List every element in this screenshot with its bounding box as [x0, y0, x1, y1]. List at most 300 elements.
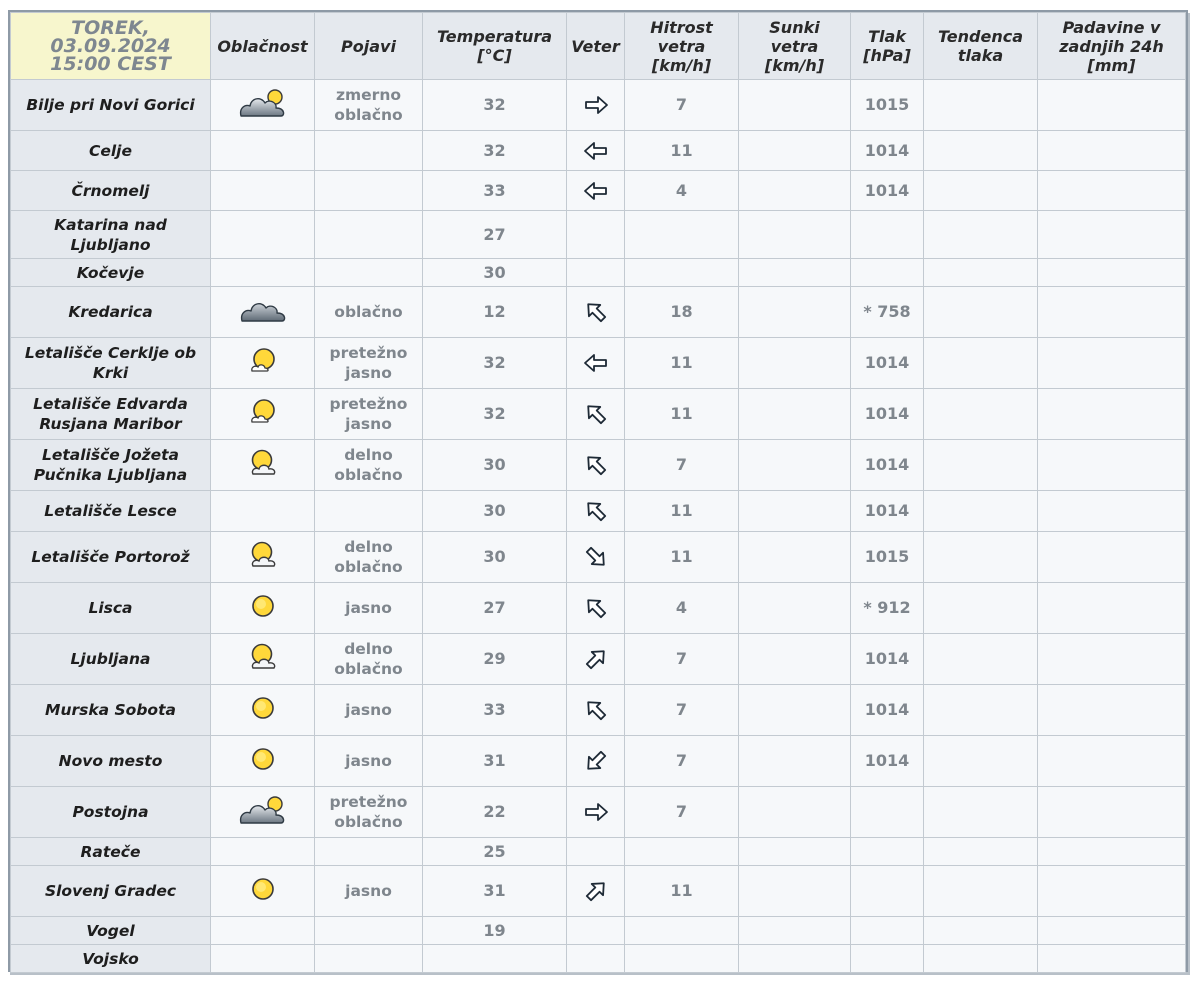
- wind-speed-cell: [625, 945, 739, 973]
- cloudiness-cell: [211, 171, 315, 211]
- cloudiness-cell: [211, 389, 315, 440]
- precipitation-cell: [1038, 866, 1186, 917]
- wind-gusts-cell: [739, 787, 851, 838]
- station-name-line: Kočevje: [76, 263, 145, 282]
- phenomena-text: delno: [344, 640, 393, 658]
- phenomena-text: delno: [344, 538, 393, 556]
- phenomena-cell: [315, 440, 423, 491]
- clear-icon: [250, 593, 276, 624]
- phenomena-text: pretežno: [329, 793, 408, 811]
- wind-speed-cell: 4: [625, 583, 739, 634]
- table-row: [11, 440, 1186, 491]
- temperature-cell: 27: [423, 583, 567, 634]
- date-time-header: [11, 13, 211, 80]
- pressure-tendency-cell: [924, 171, 1038, 211]
- mostly-cloudy-icon: [237, 88, 289, 123]
- station-name-line: Ljubljana: [70, 650, 151, 668]
- pressure-cell: * 758: [851, 287, 924, 338]
- wind-speed-cell: 11: [625, 131, 739, 171]
- cloudiness-cell: [211, 259, 315, 287]
- pressure-tendency-cell: [924, 917, 1038, 945]
- clear-icon: [250, 695, 276, 726]
- station-name: [11, 259, 211, 287]
- precipitation-cell: [1038, 838, 1186, 866]
- phenomena-cell: [315, 866, 423, 917]
- temperature-cell: 32: [423, 80, 567, 131]
- station-name: [11, 866, 211, 917]
- overcast-icon: [238, 297, 288, 328]
- temperature-cell: 25: [423, 838, 567, 866]
- table-row: [11, 787, 1186, 838]
- station-name: [11, 389, 211, 440]
- column-header-tendenca: [924, 13, 1038, 80]
- table-row: [11, 491, 1186, 532]
- phenomena-text: zmerno: [335, 86, 401, 104]
- pressure-tendency-cell: [924, 532, 1038, 583]
- phenomena-cell: [315, 131, 423, 171]
- wind-gusts-cell: [739, 634, 851, 685]
- wind-direction-cell: [567, 838, 625, 866]
- wind-gusts-cell: [739, 736, 851, 787]
- partly-cloudy-icon: [247, 541, 279, 574]
- phenomena-cell: [315, 634, 423, 685]
- pressure-tendency-cell: [924, 685, 1038, 736]
- phenomena-text: jasno: [345, 364, 392, 382]
- cloudiness-cell: [211, 80, 315, 131]
- phenomena-text: oblačno: [334, 813, 403, 831]
- cloudiness-cell: [211, 532, 315, 583]
- pressure-tendency-cell: [924, 80, 1038, 131]
- precipitation-cell: [1038, 171, 1186, 211]
- clear-icon: [250, 876, 276, 907]
- wind-direction-cell: [567, 945, 625, 973]
- precipitation-cell: [1038, 80, 1186, 131]
- temperature-cell: 19: [423, 917, 567, 945]
- temperature-cell: 32: [423, 389, 567, 440]
- cloudiness-cell: [211, 287, 315, 338]
- mostly-clear-icon: [248, 398, 278, 431]
- wind-direction-cell: [567, 634, 625, 685]
- wind-speed-cell: [625, 259, 739, 287]
- station-name: [11, 736, 211, 787]
- temperature-cell: 31: [423, 866, 567, 917]
- column-header-label: Pojavi: [341, 36, 396, 56]
- wind-gusts-cell: [739, 583, 851, 634]
- column-header-label: Tendenca: [937, 27, 1024, 46]
- cloudiness-cell: [211, 866, 315, 917]
- phenomena-text: oblačno: [334, 303, 403, 321]
- phenomena-cell: [315, 685, 423, 736]
- phenomena-text: jasno: [345, 701, 392, 719]
- phenomena-cell: [315, 259, 423, 287]
- cloudiness-cell: [211, 440, 315, 491]
- precipitation-cell: [1038, 338, 1186, 389]
- temperature-cell: 32: [423, 338, 567, 389]
- station-name-line: Rusjana Maribor: [39, 415, 182, 433]
- station-name: [11, 80, 211, 131]
- cloudiness-cell: [211, 917, 315, 945]
- wind-direction-cell: [567, 287, 625, 338]
- station-name: [11, 211, 211, 259]
- wind-direction-cell: [567, 389, 625, 440]
- phenomena-cell: [315, 338, 423, 389]
- station-name-line: Letališče Portorož: [31, 548, 190, 566]
- pressure-cell: 1014: [851, 736, 924, 787]
- weekday-label: TOREK,: [71, 17, 150, 39]
- table-row: [11, 287, 1186, 338]
- phenomena-cell: [315, 838, 423, 866]
- arrow-left-icon: [583, 350, 609, 376]
- column-header-unit: [mm]: [1087, 55, 1136, 75]
- arrow-up-left-icon: [583, 452, 609, 478]
- station-name-line: Bilje pri Novi Gorici: [26, 96, 195, 114]
- phenomena-cell: [315, 787, 423, 838]
- phenomena-text: pretežno: [329, 395, 408, 413]
- precipitation-cell: [1038, 945, 1186, 973]
- partly-cloudy-icon: [247, 449, 279, 482]
- pressure-tendency-cell: [924, 583, 1038, 634]
- cloudiness-cell: [211, 945, 315, 973]
- table-row: [11, 338, 1186, 389]
- wind-gusts-cell: [739, 171, 851, 211]
- pressure-cell: 1015: [851, 532, 924, 583]
- cloudiness-cell: [211, 685, 315, 736]
- station-name: [11, 338, 211, 389]
- phenomena-text: pretežno: [329, 344, 408, 362]
- pressure-tendency-cell: [924, 287, 1038, 338]
- temperature-cell: 33: [423, 685, 567, 736]
- column-header-label: zadnjih 24h: [1059, 36, 1164, 56]
- station-name-line: Slovenj Gradec: [44, 882, 177, 900]
- phenomena-text: oblačno: [334, 558, 403, 576]
- wind-gusts-cell: [739, 338, 851, 389]
- phenomena-cell: [315, 945, 423, 973]
- station-name: [11, 945, 211, 973]
- wind-speed-cell: 7: [625, 440, 739, 491]
- wind-direction-cell: [567, 787, 625, 838]
- wind-direction-cell: [567, 532, 625, 583]
- wind-speed-cell: 11: [625, 338, 739, 389]
- precipitation-cell: [1038, 532, 1186, 583]
- precipitation-cell: [1038, 685, 1186, 736]
- station-name-line: Črnomelj: [71, 181, 150, 200]
- phenomena-cell: [315, 917, 423, 945]
- column-header-label: Padavine v: [1062, 17, 1161, 37]
- column-header-veter: [567, 13, 625, 80]
- pressure-cell: * 912: [851, 583, 924, 634]
- wind-speed-cell: [625, 838, 739, 866]
- pressure-tendency-cell: [924, 866, 1038, 917]
- column-header-unit: [°C]: [477, 46, 512, 65]
- pressure-tendency-cell: [924, 338, 1038, 389]
- column-header-label: vetra: [770, 36, 819, 56]
- wind-speed-cell: 7: [625, 634, 739, 685]
- phenomena-cell: [315, 532, 423, 583]
- wind-gusts-cell: [739, 80, 851, 131]
- station-name: [11, 787, 211, 838]
- precipitation-cell: [1038, 211, 1186, 259]
- temperature-cell: 30: [423, 259, 567, 287]
- pressure-cell: [851, 211, 924, 259]
- wind-direction-cell: [567, 131, 625, 171]
- arrow-right-icon: [583, 92, 609, 118]
- precipitation-cell: [1038, 440, 1186, 491]
- wind-speed-cell: 11: [625, 389, 739, 440]
- station-name: [11, 440, 211, 491]
- phenomena-cell: [315, 211, 423, 259]
- precipitation-cell: [1038, 787, 1186, 838]
- table-row: [11, 532, 1186, 583]
- pressure-tendency-cell: [924, 945, 1038, 973]
- cloudiness-cell: [211, 211, 315, 259]
- time-label: 15:00 CEST: [50, 53, 171, 75]
- arrow-up-left-icon: [583, 498, 609, 524]
- header-row: [11, 13, 1186, 80]
- wind-speed-cell: 11: [625, 866, 739, 917]
- column-header-unit: [km/h]: [764, 55, 825, 75]
- table-row: [11, 583, 1186, 634]
- column-header-label: Tlak: [868, 27, 906, 46]
- wind-direction-cell: [567, 440, 625, 491]
- wind-speed-cell: 7: [625, 787, 739, 838]
- phenomena-cell: [315, 287, 423, 338]
- wind-gusts-cell: [739, 917, 851, 945]
- column-header-oblacnost: [211, 13, 315, 80]
- column-header-unit: [km/h]: [651, 55, 712, 75]
- temperature-cell: 27: [423, 211, 567, 259]
- phenomena-text: jasno: [345, 752, 392, 770]
- column-header-unit: [hPa]: [863, 46, 911, 65]
- pressure-cell: [851, 838, 924, 866]
- temperature-cell: 31: [423, 736, 567, 787]
- pressure-cell: [851, 787, 924, 838]
- precipitation-cell: [1038, 736, 1186, 787]
- wind-gusts-cell: [739, 838, 851, 866]
- table-row: [11, 389, 1186, 440]
- phenomena-cell: [315, 491, 423, 532]
- arrow-left-icon: [583, 138, 609, 164]
- wind-gusts-cell: [739, 287, 851, 338]
- pressure-tendency-cell: [924, 838, 1038, 866]
- wind-speed-cell: [625, 917, 739, 945]
- column-header-label: Temperatura: [436, 27, 553, 46]
- wind-speed-cell: 11: [625, 491, 739, 532]
- pressure-tendency-cell: [924, 736, 1038, 787]
- phenomena-text: delno: [344, 446, 393, 464]
- pressure-cell: 1014: [851, 389, 924, 440]
- wind-speed-cell: 7: [625, 736, 739, 787]
- column-header-tlak: [851, 13, 924, 80]
- clear-icon: [250, 746, 276, 777]
- column-header-sunki: [739, 13, 851, 80]
- station-name-line: Letališče Cerklje ob: [24, 344, 197, 362]
- date-label: 03.09.2024: [50, 35, 171, 57]
- station-name: [11, 917, 211, 945]
- column-header-pojavi: [315, 13, 423, 80]
- phenomena-cell: [315, 80, 423, 131]
- cloudiness-cell: [211, 736, 315, 787]
- precipitation-cell: [1038, 131, 1186, 171]
- arrow-up-left-icon: [583, 595, 609, 621]
- column-header-label: Hitrost: [650, 17, 713, 37]
- pressure-cell: 1015: [851, 80, 924, 131]
- station-name-line: Celje: [88, 141, 133, 160]
- pressure-cell: 1014: [851, 685, 924, 736]
- wind-speed-cell: 4: [625, 171, 739, 211]
- pressure-cell: [851, 945, 924, 973]
- station-name: [11, 838, 211, 866]
- station-name: [11, 685, 211, 736]
- phenomena-text: oblačno: [334, 466, 403, 484]
- cloudiness-cell: [211, 838, 315, 866]
- precipitation-cell: [1038, 389, 1186, 440]
- temperature-cell: 33: [423, 171, 567, 211]
- temperature-cell: 22: [423, 787, 567, 838]
- phenomena-text: oblačno: [334, 660, 403, 678]
- wind-direction-cell: [567, 80, 625, 131]
- wind-gusts-cell: [739, 685, 851, 736]
- station-name-line: Letališče Lesce: [44, 502, 177, 520]
- wind-speed-cell: 11: [625, 532, 739, 583]
- wind-gusts-cell: [739, 259, 851, 287]
- arrow-right-icon: [583, 799, 609, 825]
- wind-gusts-cell: [739, 131, 851, 171]
- station-name: [11, 583, 211, 634]
- pressure-tendency-cell: [924, 211, 1038, 259]
- cloudiness-cell: [211, 583, 315, 634]
- station-name: [11, 131, 211, 171]
- cloudiness-cell: [211, 634, 315, 685]
- phenomena-text: oblačno: [334, 106, 403, 124]
- column-header-label: Oblačnost: [217, 36, 308, 56]
- table-row: [11, 634, 1186, 685]
- wind-direction-cell: [567, 866, 625, 917]
- precipitation-cell: [1038, 583, 1186, 634]
- precipitation-cell: [1038, 634, 1186, 685]
- station-name: [11, 287, 211, 338]
- station-name-line: Novo mesto: [58, 752, 163, 770]
- wind-direction-cell: [567, 171, 625, 211]
- temperature-cell: 29: [423, 634, 567, 685]
- station-name-line: Kredarica: [68, 303, 153, 321]
- pressure-cell: 1014: [851, 440, 924, 491]
- pressure-cell: [851, 259, 924, 287]
- arrow-down-left-icon: [583, 748, 609, 774]
- pressure-tendency-cell: [924, 787, 1038, 838]
- wind-gusts-cell: [739, 532, 851, 583]
- station-name-line: Vogel: [86, 921, 135, 940]
- table-row: [11, 259, 1186, 287]
- phenomena-text: jasno: [345, 882, 392, 900]
- station-name-line: Letališče Edvarda: [33, 395, 188, 413]
- precipitation-cell: [1038, 491, 1186, 532]
- station-name-line: Lisca: [88, 599, 133, 617]
- wind-direction-cell: [567, 736, 625, 787]
- station-name-line: Krki: [92, 364, 129, 382]
- wind-speed-cell: [625, 211, 739, 259]
- pressure-tendency-cell: [924, 259, 1038, 287]
- pressure-tendency-cell: [924, 389, 1038, 440]
- phenomena-cell: [315, 171, 423, 211]
- temperature-cell: 30: [423, 491, 567, 532]
- pressure-tendency-cell: [924, 131, 1038, 171]
- column-header-label: vetra: [657, 36, 706, 56]
- precipitation-cell: [1038, 917, 1186, 945]
- station-name: [11, 171, 211, 211]
- station-name: [11, 634, 211, 685]
- wind-gusts-cell: [739, 389, 851, 440]
- cloudiness-cell: [211, 787, 315, 838]
- cloudiness-cell: [211, 338, 315, 389]
- arrow-up-left-icon: [583, 697, 609, 723]
- temperature-cell: 12: [423, 287, 567, 338]
- wind-direction-cell: [567, 491, 625, 532]
- pressure-cell: 1014: [851, 171, 924, 211]
- station-name: [11, 532, 211, 583]
- wind-direction-cell: [567, 685, 625, 736]
- pressure-cell: [851, 917, 924, 945]
- station-name-line: Katarina nad: [54, 215, 167, 234]
- phenomena-text: jasno: [345, 599, 392, 617]
- observations-body: [11, 80, 1186, 973]
- pressure-cell: 1014: [851, 491, 924, 532]
- wind-direction-cell: [567, 917, 625, 945]
- table-row: [11, 80, 1186, 131]
- temperature-cell: 30: [423, 532, 567, 583]
- station-name-line: Letališče Jožeta: [41, 446, 180, 464]
- pressure-cell: [851, 866, 924, 917]
- wind-gusts-cell: [739, 440, 851, 491]
- column-header-padavine: [1038, 13, 1186, 80]
- station-name-line: Vojsko: [82, 949, 139, 968]
- wind-gusts-cell: [739, 211, 851, 259]
- table-row: [11, 131, 1186, 171]
- column-header-label: Veter: [571, 36, 620, 56]
- pressure-cell: 1014: [851, 634, 924, 685]
- wind-gusts-cell: [739, 866, 851, 917]
- phenomena-cell: [315, 389, 423, 440]
- wind-direction-cell: [567, 583, 625, 634]
- table-row: [11, 866, 1186, 917]
- mostly-clear-icon: [248, 347, 278, 380]
- arrow-down-right-icon: [583, 544, 609, 570]
- temperature-cell: 30: [423, 440, 567, 491]
- table-row: [11, 171, 1186, 211]
- cloudiness-cell: [211, 491, 315, 532]
- wind-gusts-cell: [739, 945, 851, 973]
- mostly-cloudy-icon: [237, 795, 289, 830]
- wind-speed-cell: 7: [625, 685, 739, 736]
- phenomena-text: jasno: [345, 415, 392, 433]
- observations-table-frame: [8, 10, 1188, 972]
- pressure-tendency-cell: [924, 440, 1038, 491]
- phenomena-cell: [315, 583, 423, 634]
- wind-speed-cell: 18: [625, 287, 739, 338]
- table-row: [11, 685, 1186, 736]
- temperature-cell: [423, 945, 567, 973]
- table-row: [11, 917, 1186, 945]
- arrow-up-left-icon: [583, 299, 609, 325]
- pressure-cell: 1014: [851, 131, 924, 171]
- arrow-left-icon: [583, 178, 609, 204]
- station-name-line: Pučnika Ljubljana: [33, 466, 188, 484]
- wind-direction-cell: [567, 259, 625, 287]
- pressure-tendency-cell: [924, 491, 1038, 532]
- table-row: [11, 736, 1186, 787]
- partly-cloudy-icon: [247, 643, 279, 676]
- cloudiness-cell: [211, 131, 315, 171]
- precipitation-cell: [1038, 259, 1186, 287]
